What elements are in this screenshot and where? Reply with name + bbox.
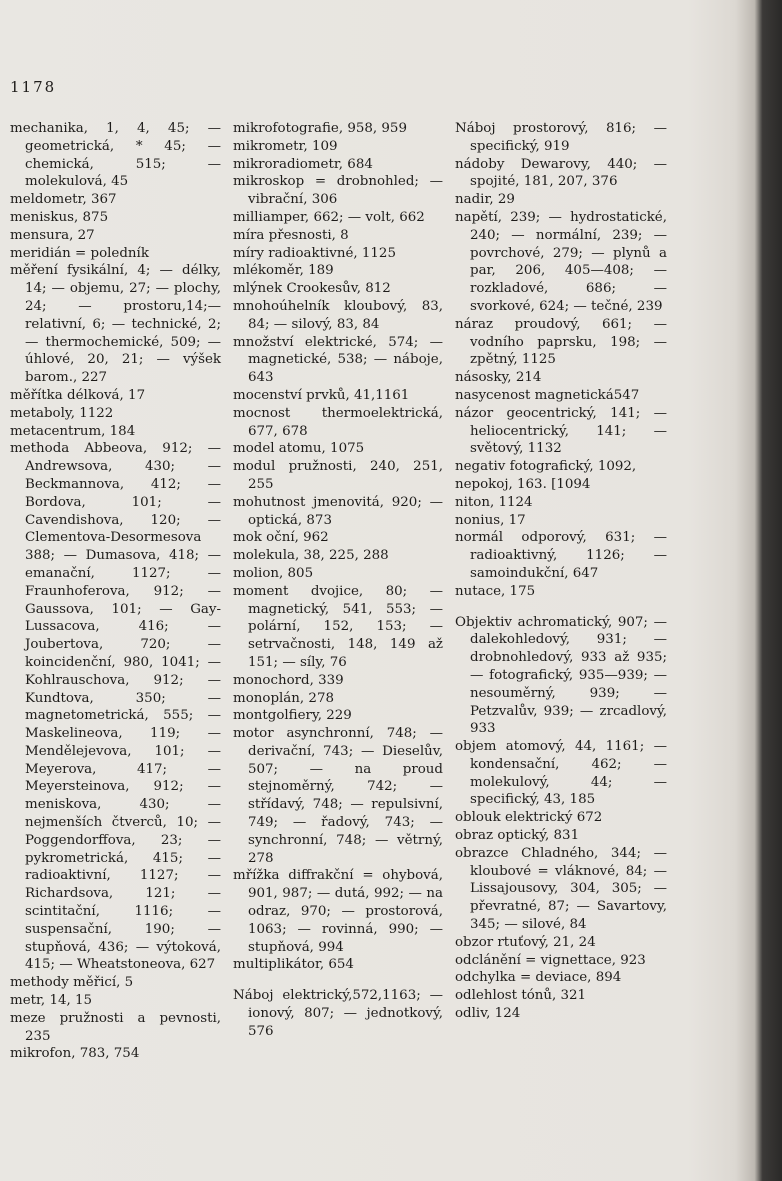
index-entry: míra přesnosti, 8 — [233, 227, 349, 243]
index-entry: Objektiv achromatický, 907; — dalekohledový, 931; — drobnohledový, 933 až 935; — fotografický, 935—939; — nesouměrný, 939; — Petzvalův, 939; — zrcadlový, 933 — [455, 614, 667, 737]
index-entry: mohutnost jmenovitá, 920; — optická, 873 — [233, 494, 443, 528]
index-entry: mnohoúhelník kloubový, 83, 84; — silový, 83, 84 — [233, 298, 443, 332]
index-entry: oblouk elektrický 672 — [455, 810, 603, 826]
index-entry: mechanika, 1, 4, 45; — geometrická, * 45; — chemická, 515; — molekulová, 45 — [10, 121, 221, 190]
index-entry: Náboj elektrický,572,1163; — ionový, 807; — jednotkový, 576 — [233, 988, 443, 1039]
index-entry: mok oční, 962 — [233, 530, 329, 546]
index-entry: nadir, 29 — [455, 192, 515, 208]
index-entry: monoplán, 278 — [233, 690, 334, 706]
index-entry: odliv, 124 — [455, 1006, 521, 1022]
page-number: 1178 — [10, 78, 57, 96]
index-column-2 — [233, 120, 443, 1041]
index-entry: náraz proudový, 661; — vodního paprsku, 198; — zpětný, 1125 — [455, 316, 667, 368]
index-entry: mikrometr, 109 — [233, 138, 338, 154]
index-entry: objem atomový, 44, 1161; — kondensační, 462; — molekulový, 44; — specifický, 43, 185 — [455, 739, 667, 808]
index-entry: obraz optický, 831 — [455, 828, 580, 844]
index-entry: milliamper, 662; — volt, 662 — [233, 209, 425, 225]
index-entry: niton, 1124 — [455, 494, 533, 510]
index-entry: model atomu, 1075 — [233, 441, 365, 457]
index-entry: názor geocentrický, 141; — heliocentrický, 141; — světový, 1132 — [455, 405, 667, 457]
index-entry: míry radioaktivné, 1125 — [233, 245, 396, 261]
index-entry: negativ fotografický, 1092, — [455, 459, 637, 475]
index-entry: molion, 805 — [233, 565, 314, 581]
index-column-1 — [10, 120, 221, 1063]
index-entry: mikroradiometr, 684 — [233, 156, 373, 172]
index-entry: multiplikátor, 654 — [233, 957, 354, 973]
index-entry: meze pružnosti a pevnosti, 235 — [10, 1010, 221, 1044]
index-entry: metacentrum, 184 — [10, 423, 136, 439]
index-entry: odchylka = deviace, 894 — [455, 970, 622, 986]
index-entry: modul pružnosti, 240, 251, 255 — [233, 459, 443, 492]
index-entry: mikrofotografie, 958, 959 — [233, 121, 407, 136]
index-entry: moment dvojice, 80; — magnetický, 541, 553; — polární, 152, 153; — setrvačnosti, 148, 149 až 151; — síly, 76 — [233, 583, 443, 670]
index-entry: nonius, 17 — [455, 512, 526, 528]
index-entry: motor asynchronní, 748; — derivační, 743; — Dieselův, 507; — na proud stejnoměrný, 742; — střídavý, 748; — repulsivní, 749; — řadový, 743; — synchronní, 748; — větrný, 278 — [233, 726, 443, 866]
index-entry: mlýnek Crookesův, 812 — [233, 281, 391, 297]
index-entry: meldometr, 367 — [10, 192, 117, 208]
index-entry: metaboly, 1122 — [10, 405, 114, 421]
index-entry: mikroskop = drobnohled; — vibrační, 306 — [233, 174, 443, 208]
index-entry: nepokoj, 163. [1094 — [455, 476, 591, 492]
index-entry: monochord, 339 — [233, 672, 344, 688]
index-entry: methody měřicí, 5 — [10, 975, 134, 991]
index-entry: mocnost thermoelektrická, 677, 678 — [233, 405, 443, 439]
index-entry: obzor rtuťový, 21, 24 — [455, 934, 596, 950]
index-entry: měřítka délková, 17 — [10, 387, 146, 403]
index-entry: nasycenost magnetická547 — [455, 387, 640, 403]
index-entry: Náboj prostorový, 816; — specifický, 919 — [455, 121, 667, 154]
index-entry: montgolfiery, 229 — [233, 708, 352, 724]
index-entry: obrazce Chladného, 344; — kloubové = vláknové, 84; — Lissajousovy, 304, 305; — převratné, 87; — Savartovy, 345; — silové, 84 — [455, 845, 667, 933]
index-entry: odclánění = vignettace, 923 — [455, 952, 646, 968]
index-entry: nutace, 175 — [455, 583, 536, 599]
index-entry: měření fysikální, 4; — délky, 14; — objemu, 27; — plochy, 24; — prostoru,14;—relativní, 6; — technické, 2; — thermochemické, 509; — úhlové, 20, 21; — výšek barom., 227 — [10, 263, 221, 386]
index-entry: molekula, 38, 225, 288 — [233, 548, 389, 564]
index-entry: odlehlost tónů, 321 — [455, 988, 587, 1004]
index-entry: mikrofon, 783, 754 — [10, 1046, 140, 1062]
index-entry: normál odporový, 631; — radioaktivný, 1126; — samoindukční, 647 — [455, 530, 667, 581]
index-entry: mřížka diffrakční = ohybová, 901, 987; — dutá, 992; — na odraz, 970; — prostorová, 1063; — rovinná, 990; — stupňová, 994 — [233, 868, 443, 955]
index-entry: napětí, 239; — hydrostatické, 240; — normální, 239; — povrchové, 279; — plynů a par, 206, 405—408; — rozkladové, 686; — svorkové, 624; — tečné, 239 — [455, 209, 667, 314]
index-entry: nádoby Dewarovy, 440; — spojité, 181, 207, 376 — [455, 156, 667, 190]
index-column-3 — [455, 120, 667, 1023]
index-entry: množství elektrické, 574; — magnetické, 538; — náboje, 643 — [233, 334, 443, 386]
index-entry: mlékoměr, 189 — [233, 263, 334, 279]
index-entry: methoda Abbeova, 912; — Andrewsova, 430; — Beckmannova, 412; — Bordova, 101; — Cavendishova, 120; — Clementova-Desormesova 388; — Dumasova, 418; — emanační, 1127; — Fraunhoferova, 912; — Gaussova, 101; — Gay-Lussacova, 416; — Joubertova, 720; — koincidenční, 980, 1041; — Kohlrauschova, 912; — Kundtova, 350; — magnetometrická, 555; — Maskelineova, 119; — Mendělejevova, 101; — Meyerova, 417; — Meyersteinova, 912; — meniskovа, 430; — nejmenších čtverců, 10; — Poggendorffova, 23; — pykrometrická, 415; — radioaktivní, 1127; — Richardsova, 121; — scintitační, 1116; — suspensační, 190; — stupňová, 436; — výtoková, 415; — Wheatstoneova, 627 — [10, 441, 221, 973]
index-entry: meridián = poledník — [10, 245, 149, 261]
index-entry: meniskus, 875 — [10, 209, 109, 225]
index-entry: metr, 14, 15 — [10, 993, 93, 1009]
index-entry: mensura, 27 — [10, 227, 95, 243]
index-entry: násosky, 214 — [455, 370, 542, 386]
index-entry: mocenství prvků, 41,1161 — [233, 387, 410, 403]
